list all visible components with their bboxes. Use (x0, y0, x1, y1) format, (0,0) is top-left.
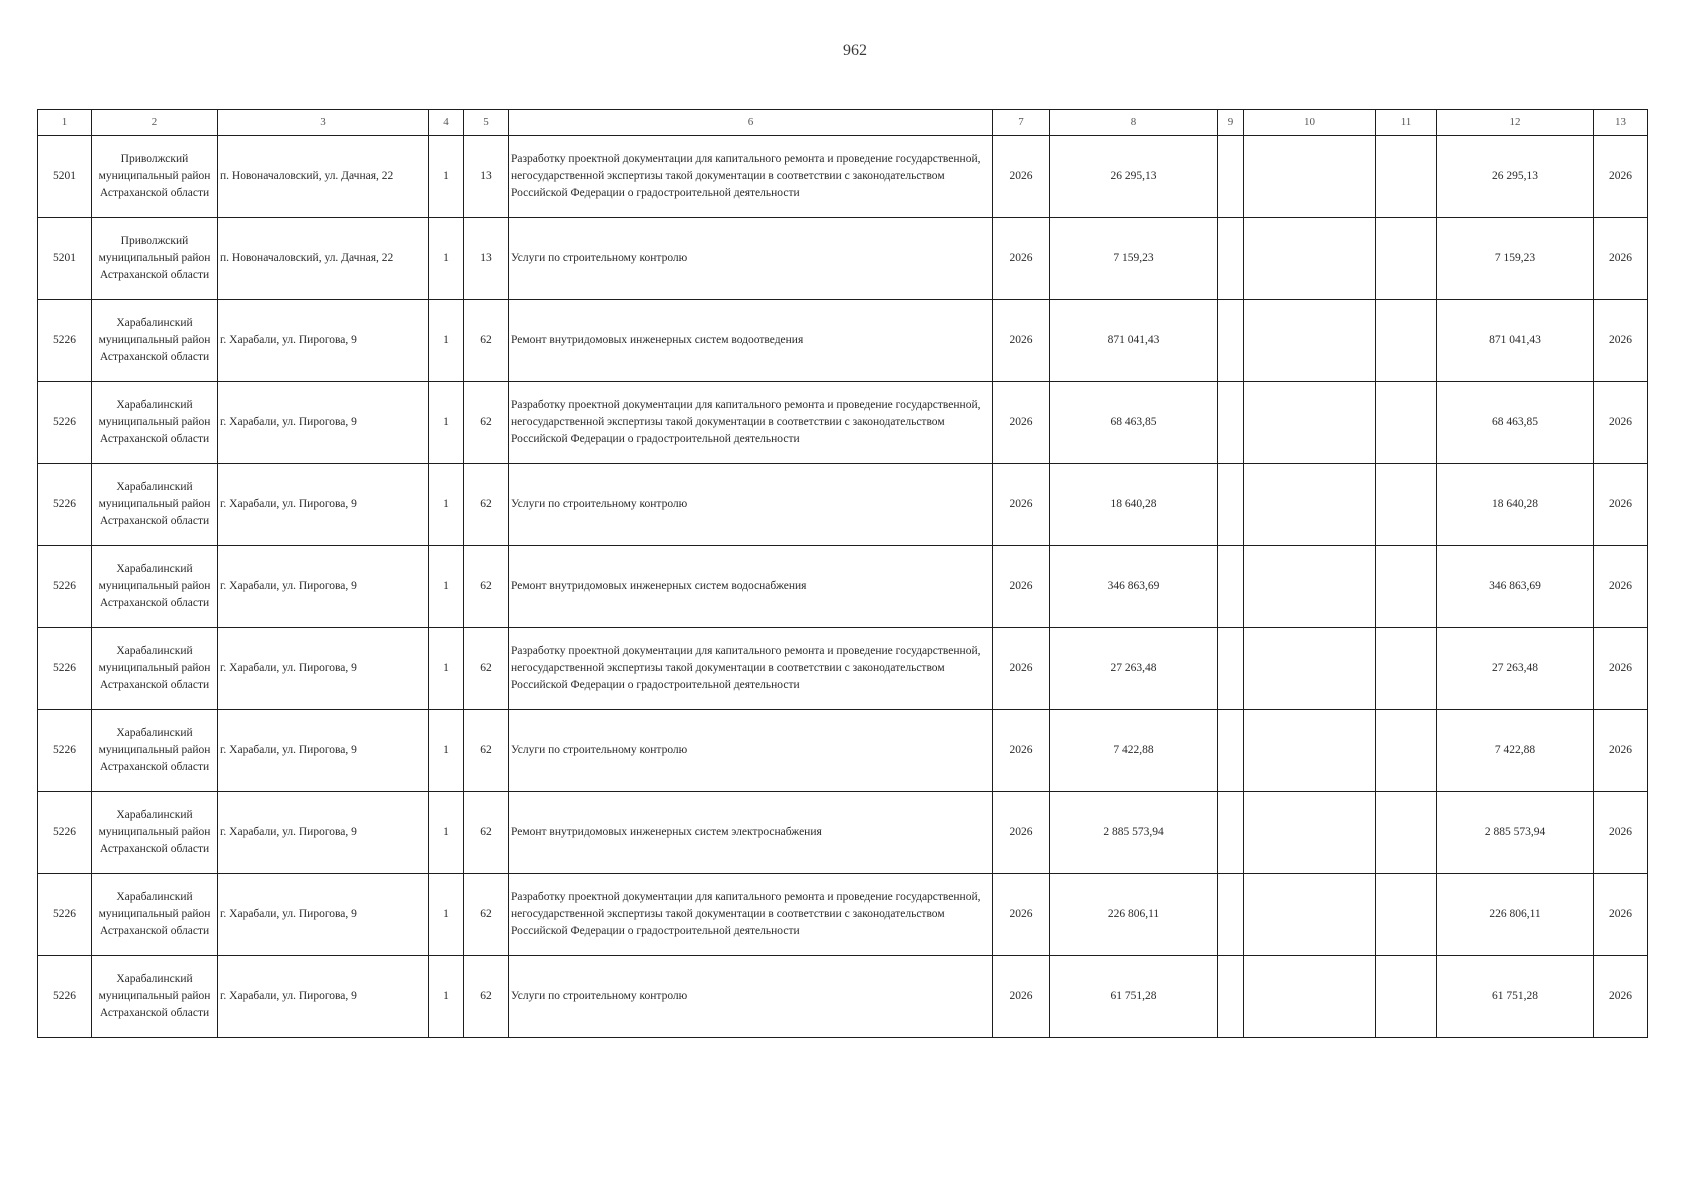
cell-municipality: Приволжский муниципальный район Астраханской области (92, 218, 218, 300)
cell-total-cost: 226 806,11 (1050, 874, 1218, 956)
cell-col-10 (1244, 300, 1376, 382)
cell-municipality: Харабалинский муниципальный район Астраханской области (92, 464, 218, 546)
cell-address: г. Харабали, ул. Пирогова, 9 (218, 382, 429, 464)
cell-address: г. Харабали, ул. Пирогова, 9 (218, 300, 429, 382)
cell-code: 5201 (38, 218, 92, 300)
cell-col-11 (1376, 628, 1437, 710)
page-number: 962 (843, 42, 867, 59)
cell-address: г. Харабали, ул. Пирогова, 9 (218, 464, 429, 546)
column-header: 9 (1218, 110, 1244, 136)
column-header: 10 (1244, 110, 1376, 136)
cell-code: 5226 (38, 710, 92, 792)
cell-col-12: 7 159,23 (1437, 218, 1594, 300)
cell-col-10 (1244, 464, 1376, 546)
cell-work-type: Услуги по строительному контролю (509, 464, 993, 546)
cell-col-13: 2026 (1594, 710, 1648, 792)
cell-year: 2026 (993, 710, 1050, 792)
column-header: 11 (1376, 110, 1437, 136)
cell-col-11 (1376, 218, 1437, 300)
cell-col-9 (1218, 218, 1244, 300)
cell-col-4: 1 (429, 956, 464, 1038)
cell-col-5: 62 (464, 464, 509, 546)
cell-year: 2026 (993, 300, 1050, 382)
cell-total-cost: 18 640,28 (1050, 464, 1218, 546)
cell-col-10 (1244, 956, 1376, 1038)
cell-total-cost: 68 463,85 (1050, 382, 1218, 464)
cell-total-cost: 7 422,88 (1050, 710, 1218, 792)
registry-table (37, 109, 1648, 1038)
column-header: 8 (1050, 110, 1218, 136)
cell-code: 5226 (38, 464, 92, 546)
cell-col-10 (1244, 710, 1376, 792)
table-row (38, 546, 1648, 628)
column-header: 7 (993, 110, 1050, 136)
cell-col-4: 1 (429, 218, 464, 300)
cell-col-9 (1218, 874, 1244, 956)
cell-work-type: Разработку проектной документации для капитального ремонта и проведение государственной, негосударственной экспертизы такой документации в соответствии с законодательством Российской Федерации о градостроительной деятельности (509, 136, 993, 218)
table-header (38, 110, 1648, 136)
cell-col-13: 2026 (1594, 300, 1648, 382)
cell-total-cost: 27 263,48 (1050, 628, 1218, 710)
cell-col-11 (1376, 792, 1437, 874)
cell-col-9 (1218, 710, 1244, 792)
cell-col-12: 7 422,88 (1437, 710, 1594, 792)
cell-year: 2026 (993, 546, 1050, 628)
table-row (38, 136, 1648, 218)
cell-address: п. Новоначаловский, ул. Дачная, 22 (218, 218, 429, 300)
cell-col-10 (1244, 628, 1376, 710)
cell-col-11 (1376, 300, 1437, 382)
cell-col-12: 27 263,48 (1437, 628, 1594, 710)
cell-work-type: Услуги по строительному контролю (509, 218, 993, 300)
table-row (38, 218, 1648, 300)
cell-col-12: 61 751,28 (1437, 956, 1594, 1038)
cell-col-10 (1244, 382, 1376, 464)
cell-col-9 (1218, 792, 1244, 874)
cell-work-type: Ремонт внутридомовых инженерных систем водоотведения (509, 300, 993, 382)
cell-work-type: Ремонт внутридомовых инженерных систем электроснабжения (509, 792, 993, 874)
cell-code: 5226 (38, 956, 92, 1038)
cell-col-13: 2026 (1594, 464, 1648, 546)
cell-col-12: 26 295,13 (1437, 136, 1594, 218)
cell-municipality: Приволжский муниципальный район Астраханской области (92, 136, 218, 218)
table-row (38, 300, 1648, 382)
cell-col-12: 2 885 573,94 (1437, 792, 1594, 874)
cell-col-13: 2026 (1594, 546, 1648, 628)
column-header: 3 (218, 110, 429, 136)
column-header: 1 (38, 110, 92, 136)
cell-col-11 (1376, 710, 1437, 792)
cell-code: 5226 (38, 546, 92, 628)
cell-col-9 (1218, 464, 1244, 546)
cell-col-12: 346 863,69 (1437, 546, 1594, 628)
cell-work-type: Услуги по строительному контролю (509, 956, 993, 1038)
cell-address: г. Харабали, ул. Пирогова, 9 (218, 546, 429, 628)
table-body (38, 136, 1648, 1038)
cell-col-11 (1376, 546, 1437, 628)
cell-col-5: 62 (464, 628, 509, 710)
cell-col-5: 62 (464, 956, 509, 1038)
cell-municipality: Харабалинский муниципальный район Астраханской области (92, 546, 218, 628)
cell-address: г. Харабали, ул. Пирогова, 9 (218, 792, 429, 874)
cell-address: г. Харабали, ул. Пирогова, 9 (218, 628, 429, 710)
cell-col-9 (1218, 136, 1244, 218)
cell-col-5: 62 (464, 546, 509, 628)
cell-col-4: 1 (429, 464, 464, 546)
cell-col-13: 2026 (1594, 218, 1648, 300)
cell-col-10 (1244, 218, 1376, 300)
table-row (38, 874, 1648, 956)
cell-col-5: 62 (464, 874, 509, 956)
cell-total-cost: 61 751,28 (1050, 956, 1218, 1038)
cell-address: п. Новоначаловский, ул. Дачная, 22 (218, 136, 429, 218)
cell-col-4: 1 (429, 874, 464, 956)
cell-col-9 (1218, 546, 1244, 628)
cell-year: 2026 (993, 218, 1050, 300)
cell-year: 2026 (993, 874, 1050, 956)
cell-col-5: 62 (464, 792, 509, 874)
cell-col-10 (1244, 792, 1376, 874)
cell-municipality: Харабалинский муниципальный район Астраханской области (92, 956, 218, 1038)
cell-col-5: 62 (464, 710, 509, 792)
cell-address: г. Харабали, ул. Пирогова, 9 (218, 710, 429, 792)
cell-col-13: 2026 (1594, 136, 1648, 218)
cell-year: 2026 (993, 136, 1050, 218)
cell-year: 2026 (993, 956, 1050, 1038)
cell-col-12: 226 806,11 (1437, 874, 1594, 956)
column-header: 4 (429, 110, 464, 136)
table-row (38, 382, 1648, 464)
cell-municipality: Харабалинский муниципальный район Астраханской области (92, 874, 218, 956)
table-row (38, 710, 1648, 792)
cell-year: 2026 (993, 382, 1050, 464)
column-header: 2 (92, 110, 218, 136)
cell-municipality: Харабалинский муниципальный район Астраханской области (92, 792, 218, 874)
cell-work-type: Услуги по строительному контролю (509, 710, 993, 792)
cell-code: 5226 (38, 792, 92, 874)
cell-col-11 (1376, 382, 1437, 464)
table-row (38, 628, 1648, 710)
table-row (38, 956, 1648, 1038)
cell-year: 2026 (993, 464, 1050, 546)
cell-total-cost: 346 863,69 (1050, 546, 1218, 628)
cell-col-13: 2026 (1594, 874, 1648, 956)
cell-work-type: Разработку проектной документации для капитального ремонта и проведение государственной, негосударственной экспертизы такой документации в соответствии с законодательством Российской Федерации о градостроительной деятельности (509, 382, 993, 464)
cell-address: г. Харабали, ул. Пирогова, 9 (218, 956, 429, 1038)
cell-col-4: 1 (429, 382, 464, 464)
table-row (38, 464, 1648, 546)
cell-year: 2026 (993, 628, 1050, 710)
cell-col-5: 62 (464, 300, 509, 382)
cell-total-cost: 26 295,13 (1050, 136, 1218, 218)
cell-col-9 (1218, 300, 1244, 382)
cell-code: 5226 (38, 874, 92, 956)
cell-col-4: 1 (429, 710, 464, 792)
cell-col-13: 2026 (1594, 382, 1648, 464)
cell-address: г. Харабали, ул. Пирогова, 9 (218, 874, 429, 956)
cell-total-cost: 2 885 573,94 (1050, 792, 1218, 874)
cell-col-4: 1 (429, 300, 464, 382)
cell-code: 5201 (38, 136, 92, 218)
cell-work-type: Ремонт внутридомовых инженерных систем водоснабжения (509, 546, 993, 628)
cell-col-4: 1 (429, 546, 464, 628)
cell-municipality: Харабалинский муниципальный район Астраханской области (92, 382, 218, 464)
cell-col-11 (1376, 136, 1437, 218)
cell-col-5: 13 (464, 218, 509, 300)
column-header: 6 (509, 110, 993, 136)
cell-col-9 (1218, 956, 1244, 1038)
cell-municipality: Харабалинский муниципальный район Астраханской области (92, 300, 218, 382)
cell-col-5: 13 (464, 136, 509, 218)
cell-col-11 (1376, 464, 1437, 546)
cell-col-5: 62 (464, 382, 509, 464)
cell-col-12: 871 041,43 (1437, 300, 1594, 382)
cell-col-10 (1244, 874, 1376, 956)
cell-municipality: Харабалинский муниципальный район Астраханской области (92, 628, 218, 710)
cell-col-4: 1 (429, 628, 464, 710)
cell-year: 2026 (993, 792, 1050, 874)
cell-col-4: 1 (429, 136, 464, 218)
column-header: 13 (1594, 110, 1648, 136)
cell-code: 5226 (38, 300, 92, 382)
header-row (38, 110, 1648, 136)
cell-col-4: 1 (429, 792, 464, 874)
cell-col-10 (1244, 546, 1376, 628)
cell-total-cost: 7 159,23 (1050, 218, 1218, 300)
cell-code: 5226 (38, 628, 92, 710)
cell-col-10 (1244, 136, 1376, 218)
cell-col-9 (1218, 382, 1244, 464)
cell-work-type: Разработку проектной документации для капитального ремонта и проведение государственной, негосударственной экспертизы такой документации в соответствии с законодательством Российской Федерации о градостроительной деятельности (509, 628, 993, 710)
cell-col-12: 68 463,85 (1437, 382, 1594, 464)
cell-col-13: 2026 (1594, 956, 1648, 1038)
cell-col-12: 18 640,28 (1437, 464, 1594, 546)
column-header: 12 (1437, 110, 1594, 136)
cell-work-type: Разработку проектной документации для капитального ремонта и проведение государственной, негосударственной экспертизы такой документации в соответствии с законодательством Российской Федерации о градостроительной деятельности (509, 874, 993, 956)
cell-total-cost: 871 041,43 (1050, 300, 1218, 382)
cell-col-9 (1218, 628, 1244, 710)
cell-municipality: Харабалинский муниципальный район Астраханской области (92, 710, 218, 792)
cell-col-11 (1376, 874, 1437, 956)
cell-code: 5226 (38, 382, 92, 464)
table-row (38, 792, 1648, 874)
cell-col-11 (1376, 956, 1437, 1038)
cell-col-13: 2026 (1594, 628, 1648, 710)
column-header: 5 (464, 110, 509, 136)
cell-col-13: 2026 (1594, 792, 1648, 874)
